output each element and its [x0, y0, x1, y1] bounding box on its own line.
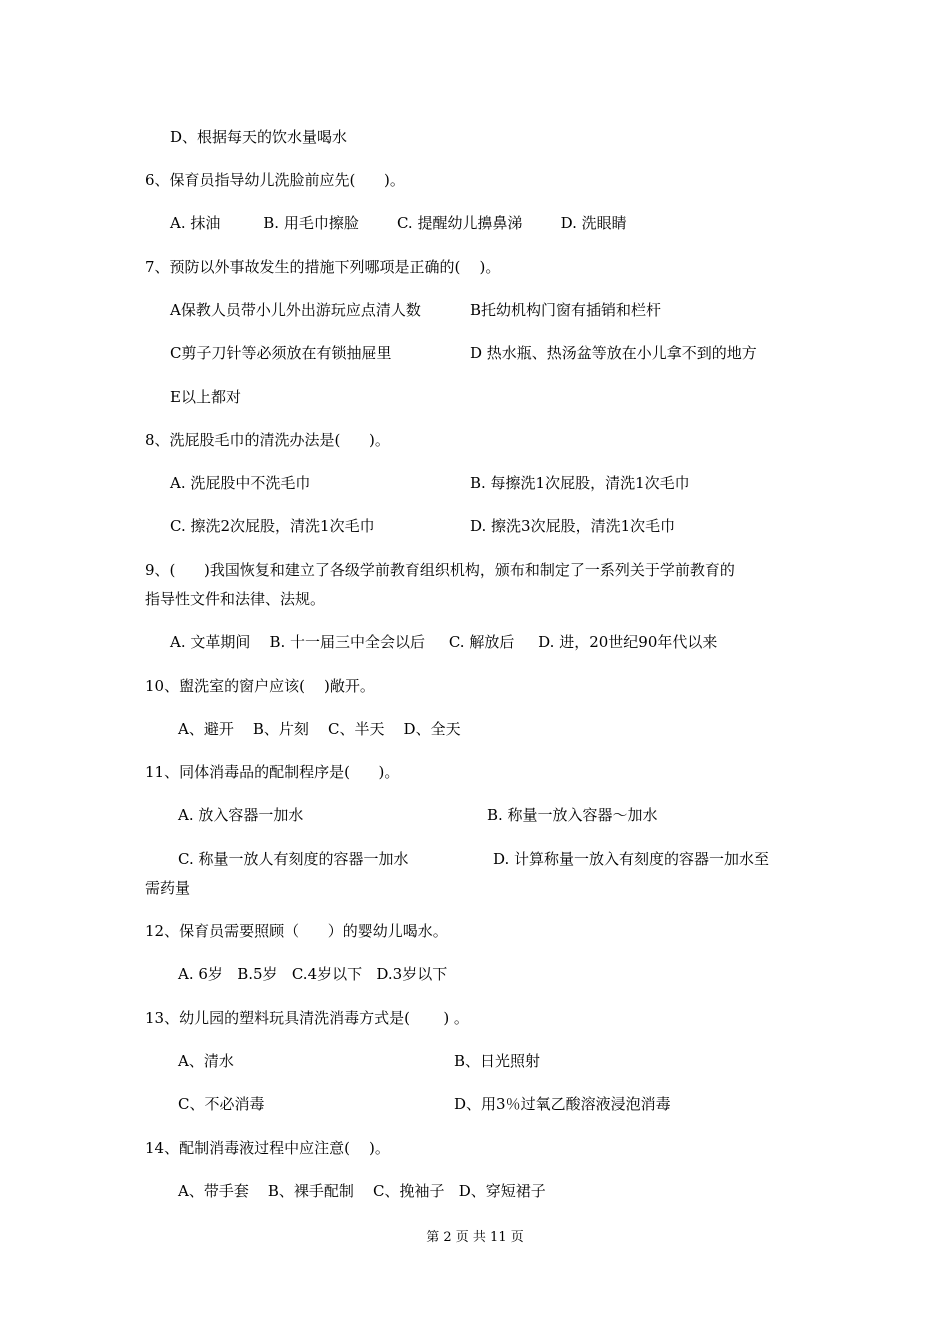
- question-7-option-a: A保教人员带小儿外出游玩应点清人数: [170, 301, 421, 319]
- question-12-options: A. 6岁 B.5岁 C.4岁以下 D.3岁以下: [178, 965, 448, 983]
- question-8-option-c: C. 擦洗2次屁股，清洗1次毛巾: [170, 517, 375, 535]
- question-8-option-d: D. 擦洗3次屁股，清洗1次毛巾: [470, 517, 676, 535]
- question-9-continued: 指导性文件和法律、法规。: [145, 590, 326, 608]
- page-footer: 第 2 页 共 11 页: [426, 1230, 524, 1245]
- question-11-option-a: A. 放入容器一加水: [178, 806, 304, 824]
- question-8-option-b: B. 每擦洗1次屁股，清洗1次毛巾: [470, 474, 690, 492]
- question-9-options: A. 文革期间 B. 十一届三中全会以后 C. 解放后 D. 进，20世纪90年代以来: [170, 633, 718, 651]
- question-8: 8、洗屁股毛巾的清洗办法是( )。: [145, 431, 390, 449]
- question-14-options: A、带手套 B、裸手配制 C、挽袖子 D、穿短裙子: [178, 1182, 546, 1200]
- question-13: 13、幼儿园的塑料玩具清洗消毒方式是( ) 。: [145, 1009, 469, 1027]
- question-13-option-a: A、清水: [178, 1052, 234, 1070]
- q5-option-d: D、根据每天的饮水量喝水: [170, 128, 348, 146]
- question-13-option-d: D、用3％过氧乙酸溶液浸泡消毒: [454, 1095, 671, 1113]
- question-13-option-b: B、日光照射: [454, 1052, 541, 1070]
- question-14: 14、配制消毒液过程中应注意( )。: [145, 1139, 390, 1157]
- question-11: 11、同体消毒品的配制程序是( )。: [145, 763, 400, 781]
- question-7-option-e: E以上都对: [170, 388, 241, 406]
- question-11-option-d-continued: 需药量: [145, 879, 191, 897]
- question-7: 7、预防以外事故发生的措施下列哪项是正确的( )。: [145, 258, 501, 276]
- question-13-option-c: C、不必消毒: [178, 1095, 265, 1113]
- question-11-option-d: D. 计算称量一放入有刻度的容器一加水至: [493, 850, 770, 868]
- question-7-option-d: D 热水瓶、热汤盆等放在小儿拿不到的地方: [470, 344, 757, 362]
- question-8-option-a: A. 洗屁股中不洗毛巾: [170, 474, 311, 492]
- question-6-options: A. 抹油 B. 用毛巾擦脸 C. 提醒幼儿擤鼻涕 D. 洗眼睛: [170, 214, 627, 232]
- question-6: 6、保育员指导幼儿洗脸前应先( )。: [145, 171, 405, 189]
- question-7-option-c: C剪子刀针等必须放在有锁抽屉里: [170, 344, 392, 362]
- question-9: 9、( )我国恢复和建立了各级学前教育组织机构，颁布和制定了一系列关于学前教育的: [145, 561, 735, 579]
- question-12: 12、保育员需要照顾（ ）的婴幼儿喝水。: [145, 922, 448, 940]
- question-7-option-b: B托幼机构门窗有插销和栏杆: [470, 301, 662, 319]
- question-11-option-c: C. 称量一放人有刻度的容器一加水: [178, 850, 409, 868]
- question-11-option-b: B. 称量一放入容器～加水: [487, 806, 658, 824]
- question-10-options: A、避开 B、片刻 C、半天 D、全天: [178, 720, 461, 738]
- question-10: 10、盥洗室的窗户应该( )敞开。: [145, 677, 375, 695]
